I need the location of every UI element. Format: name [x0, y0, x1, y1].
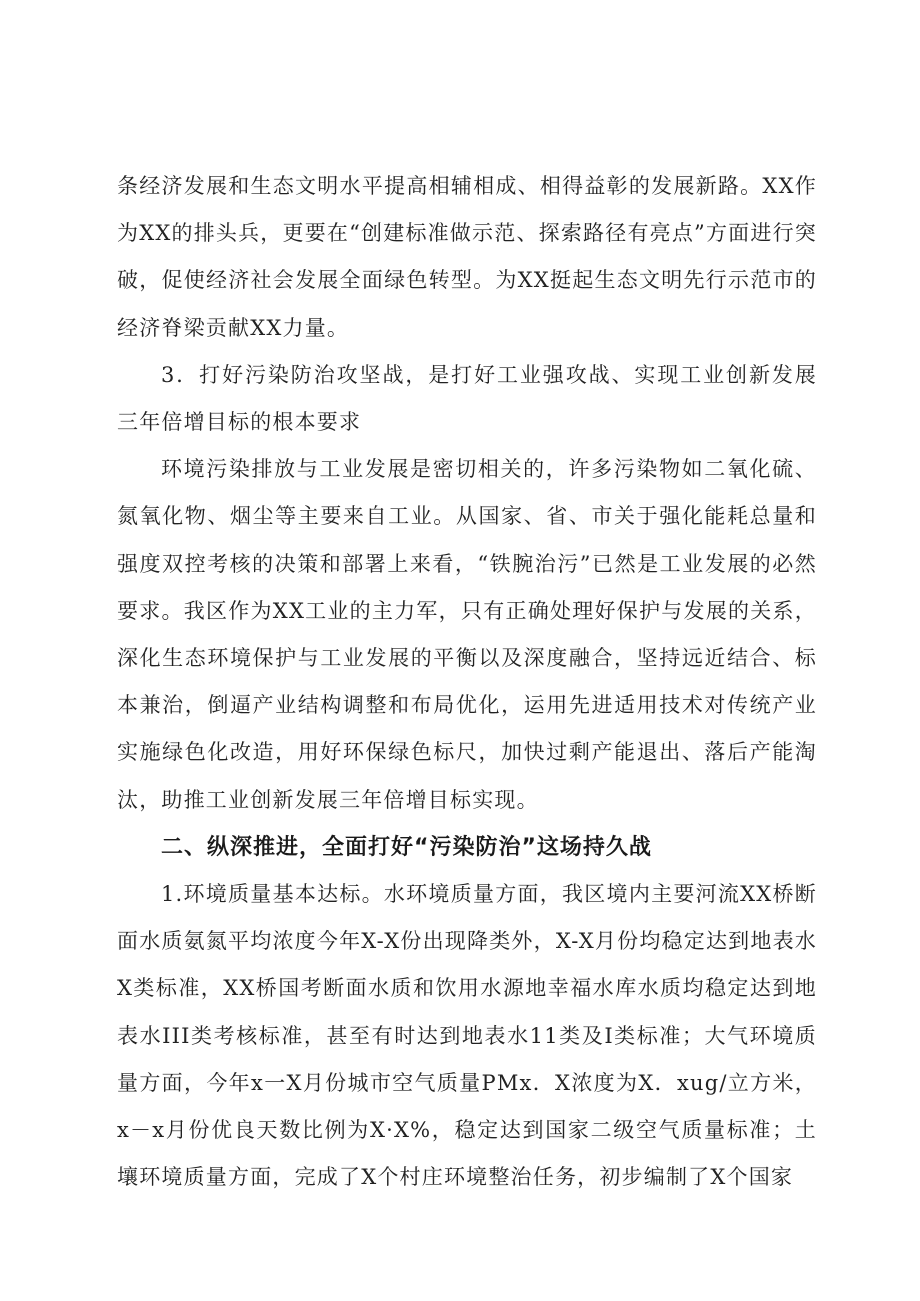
subheading-3: 3．打好污染防治攻坚战，是打好工业强攻战、实现工业创新发展三年倍增目标的根本要求: [117, 362, 817, 435]
paragraph-environment-quality: 1.环境质量基本达标。水环境质量方面，我区境内主要河流XX桥断面水质氨氮平均浓度今年X-X份出现降类外，X-X月份均稳定达到地表水X类标准，XX桥国考断面水质和饮用水源地幸福水库水质均稳定达到地表水III类考核标准，甚至有时达到地表水11类及I类标准；大气环境质量方面，今年x一X月份城市空气质量PMx．X浓度为X．xug/立方米，x－x月份优良天数比例为X·X%，稳定达到国家二级空气质量标准；土壤环境质量方面，完成了X个村庄环境整治任务，初步编制了X个国家: [117, 882, 817, 1190]
document-body: [117, 163, 817, 1201]
paragraph-continuation: 条经济发展和生态文明水平提高相辅相成、相得益彰的发展新路。XX作为XX的排头兵，更要在“创建标准做示范、探索路径有亮点”方面进行突破，促使经济社会发展全面绿色转型。为XX挺起生态文明先行示范市的经济脊梁贡献XX力量。: [117, 174, 817, 340]
section-heading-2: 二、纵深推进，全面打好“污染防治”这场持久战: [161, 834, 652, 860]
paragraph-pollution-industry: 环境污染排放与工业发展是密切相关的，许多污染物如二氧化硫、氮氧化物、烟尘等主要来自工业。从国家、省、市关于强化能耗总量和强度双控考核的决策和部署上来看，“铁腕治污”已然是工业发展的必然要求。我区作为XX工业的主力军，只有正确处理好保护与发展的关系，深化生态环境保护与工业发展的平衡以及深度融合，坚持远近结合、标本兼治，倒逼产业结构调整和布局优化，运用先进适用技术对传统产业实施绿色化改造，用好环保绿色标尺，加快过剩产能退出、落后产能淘汰，助推工业创新发展三年倍增目标实现。: [117, 457, 817, 812]
